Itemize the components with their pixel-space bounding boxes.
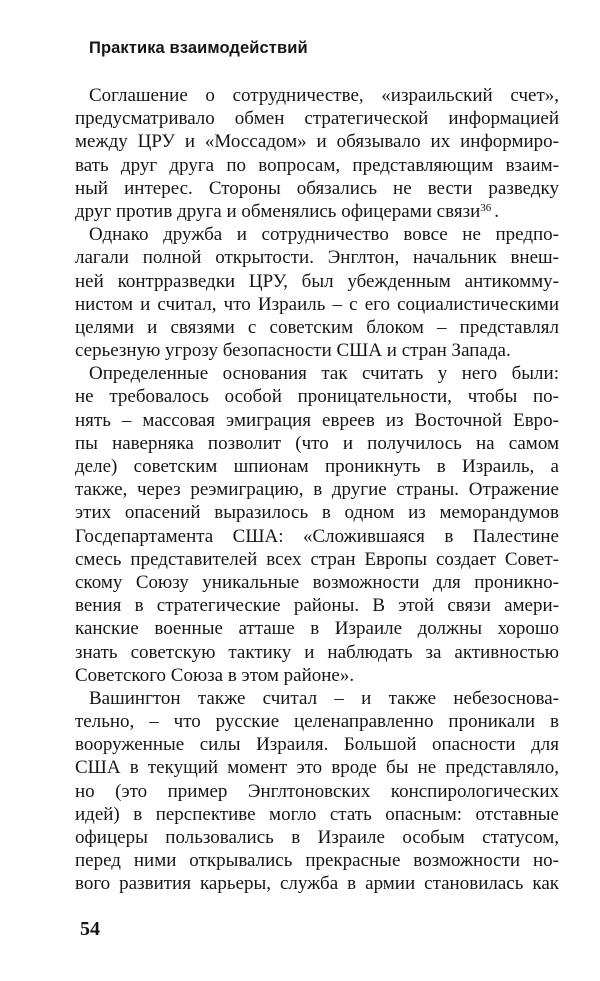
- text-line: [75, 455, 559, 478]
- text-line: [75, 293, 559, 316]
- line-text: ный интерес. Стороны обязались не вести разведку: [75, 177, 559, 199]
- line-text: также, через реэмиграцию, в другие страны. Отражение: [75, 479, 559, 501]
- text-line: [75, 872, 559, 895]
- line-text: серьезную угрозу безопасности США и стран Запада.: [75, 340, 511, 362]
- line-text: вать друг друга по вопросам, представляющим взаим-: [75, 154, 559, 176]
- paragraph: [75, 687, 559, 896]
- text-line: [75, 525, 559, 548]
- line-text: Вашингтон также считал – и также небезоснова-: [89, 687, 559, 709]
- line-text: канские военные атташе в Израиле должны хорошо: [75, 618, 559, 640]
- paragraph: [75, 223, 559, 362]
- text-line: [75, 130, 559, 153]
- text-line: [75, 107, 559, 130]
- text-line: [75, 385, 559, 408]
- line-text: ней контрразведки ЦРУ, был убежденным антикомму-: [75, 270, 559, 292]
- line-text: друг против друга и обменялись офицерами связи: [75, 200, 481, 222]
- line-text: но (это пример Энглтоновских конспирологических: [75, 780, 559, 802]
- line-text: Госдепартамента США: «Сложившаяся в Палестине: [75, 525, 559, 547]
- paragraph: [75, 84, 559, 223]
- line-text: вооруженные силы Израиля. Большой опасности для: [75, 734, 559, 756]
- line-text: нистом и считал, что Израиль – с его социалистическими: [75, 293, 559, 315]
- line-text: США в текущий момент это вроде бы не представляло,: [75, 757, 559, 779]
- text-line: [75, 84, 559, 107]
- line-text: вого развития карьеры, служба в армии становилась как: [75, 873, 559, 895]
- line-text: скому Союзу уникальные возможности для проникно-: [75, 571, 559, 593]
- text-line: [75, 154, 559, 177]
- line-text: идей) в перспективе могло стать опасным: отставные: [75, 803, 559, 825]
- text-line: [75, 478, 559, 501]
- line-text: Определенные основания так считать у него были:: [89, 363, 559, 385]
- text-line: [75, 733, 559, 756]
- text-line: [75, 826, 559, 849]
- line-text: знать советскую тактику и наблюдать за активностью: [75, 641, 559, 663]
- text-line: [75, 501, 559, 524]
- text-line: [75, 246, 559, 269]
- text-line: [75, 200, 559, 223]
- text-line: [75, 710, 559, 733]
- line-text: этих опасений выразилось в одном из меморандумов: [75, 502, 559, 524]
- text-line: [75, 432, 559, 455]
- text-line: [75, 594, 559, 617]
- text-line: [75, 803, 559, 826]
- text-line: [75, 664, 559, 687]
- text-line: [75, 270, 559, 293]
- text-line: [75, 362, 559, 385]
- body-text: [75, 84, 559, 896]
- line-text: между ЦРУ и «Моссадом» и обязывало их информиро-: [75, 131, 559, 153]
- line-text: деле) советским шпионам проникнуть в Израиль, а: [75, 456, 559, 477]
- line-tail: .: [494, 200, 499, 222]
- text-line: [75, 641, 559, 664]
- text-line: [75, 548, 559, 571]
- line-text: Соглашение о сотрудничестве, «израильский счет»,: [89, 85, 559, 106]
- footnote-marker[interactable]: 36: [480, 201, 492, 214]
- line-text: Однако дружба и сотрудничество вовсе не предпо-: [89, 224, 559, 246]
- text-line: [75, 409, 559, 432]
- text-line: [75, 756, 559, 779]
- text-line: [75, 177, 559, 200]
- paragraph: [75, 362, 559, 687]
- line-text: предусматривало обмен стратегической информацией: [75, 108, 559, 130]
- text-line: [75, 571, 559, 594]
- line-text: перед ними открывались прекрасные возможности но-: [75, 850, 559, 872]
- text-line: [75, 687, 559, 710]
- line-text: нять – массовая эмиграция евреев из Восточной Евро-: [75, 409, 559, 431]
- running-header: Практика взаимодействий: [89, 39, 308, 57]
- line-text: Советского Союза в этом районе».: [75, 664, 355, 686]
- page-number: 54: [80, 918, 100, 940]
- text-line: [75, 617, 559, 640]
- line-text: не требовалось особой проницательности, чтобы по-: [75, 386, 559, 408]
- line-text: целями и связями с советским блоком – представлял: [75, 316, 559, 338]
- line-text: вения в стратегические районы. В этой связи амери-: [75, 595, 559, 617]
- line-text: смесь представителей всех стран Европы создает Совет-: [75, 548, 559, 570]
- text-line: [75, 849, 559, 872]
- text-line: [75, 780, 559, 803]
- line-text: офицеры пользовались в Израиле особым статусом,: [75, 827, 559, 848]
- line-text: пы наверняка позволит (что и получилось на самом: [75, 432, 559, 454]
- line-text: лагали полной открытости. Энглтон, начальник внеш-: [75, 247, 559, 269]
- text-line: [75, 339, 559, 362]
- line-text: тельно, – что русские целенаправленно проникали в: [75, 711, 559, 733]
- text-line: [75, 316, 559, 339]
- text-line: [75, 223, 559, 246]
